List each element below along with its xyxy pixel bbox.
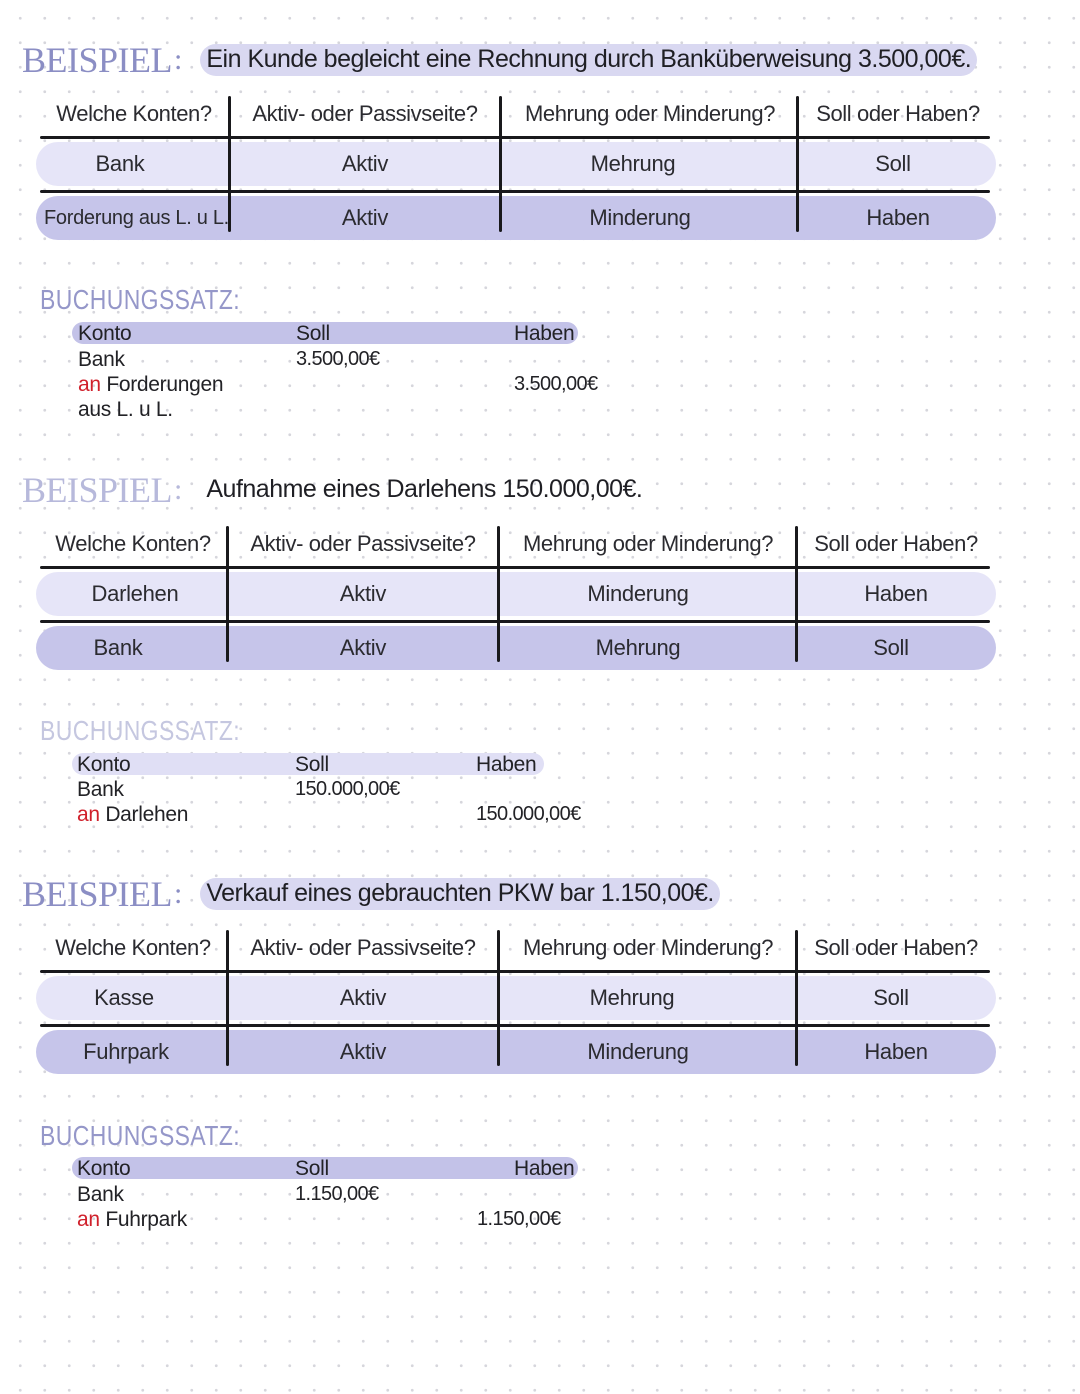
table-cell: Mehrung <box>589 985 675 1010</box>
analysis-table <box>40 928 996 1078</box>
soll-header: Soll <box>295 1157 329 1180</box>
table-cell: Minderung <box>589 205 691 230</box>
table-cell: Soll <box>873 635 909 660</box>
table-cell: Aktiv <box>339 985 387 1010</box>
table-cell: Mehrung <box>590 151 676 176</box>
soll-header: Soll <box>296 322 330 345</box>
table-cell: Aktiv <box>339 635 387 660</box>
credit-amount: 1.150,00€ <box>477 1208 561 1230</box>
beispiel-heading: BEISPIEL <box>22 470 173 510</box>
table-header: Mehrung oder Minderung? <box>522 935 774 960</box>
konto-header: Konto <box>77 1157 131 1180</box>
table-header: Soll oder Haben? <box>814 531 978 556</box>
analysis-table <box>40 94 996 244</box>
example-description: Verkauf eines gebrauchten PKW bar 1.150,00€. <box>200 878 720 911</box>
heading-colon: : <box>174 877 183 910</box>
beispiel-heading: BEISPIEL <box>22 40 173 80</box>
column-divider <box>796 96 799 232</box>
example-description: Aufnahme eines Darlehens 150.000,00€. <box>206 474 643 503</box>
credit-account-line <box>77 804 188 825</box>
table-divider <box>40 190 990 193</box>
table-cell: Forderung aus L. u L. <box>44 206 229 229</box>
debit-account: Bank <box>77 1183 124 1206</box>
table-cell: Bank <box>93 635 143 660</box>
table-header: Soll oder Haben? <box>816 101 980 126</box>
table-cell: Aktiv <box>339 581 387 606</box>
example-heading-line <box>22 470 648 510</box>
example-description: Ein Kunde begleicht eine Rechnung durch Banküberweisung 3.500,00€. <box>200 44 977 77</box>
buchungssatz-title: BUCHUNGSSATZ: <box>40 715 241 746</box>
table-header: Aktiv- oder Passivseite? <box>250 531 476 556</box>
table-cell: Aktiv <box>339 1039 387 1064</box>
credit-account: Forderungen <box>106 373 224 396</box>
analysis-table <box>40 524 996 674</box>
haben-header: Haben <box>514 1157 575 1180</box>
soll-header: Soll <box>295 753 329 776</box>
debit-account: Bank <box>77 778 124 801</box>
table-cell: Haben <box>864 1039 928 1064</box>
example-heading-line <box>22 40 977 80</box>
table-cell: Kasse <box>94 985 154 1010</box>
table-cell: Fuhrpark <box>83 1039 169 1064</box>
haben-header: Haben <box>476 753 537 776</box>
table-divider <box>40 970 990 973</box>
table-divider <box>40 136 990 139</box>
table-header: Mehrung oder Minderung? <box>524 101 776 126</box>
table-header: Welche Konten? <box>56 101 212 126</box>
table-divider <box>40 566 990 569</box>
debit-amount: 150.000,00€ <box>295 778 400 800</box>
buchungssatz-title: BUCHUNGSSATZ: <box>40 284 241 315</box>
an-keyword: an <box>78 373 101 396</box>
table-cell: Soll <box>875 151 911 176</box>
an-keyword: an <box>77 1208 100 1231</box>
debit-account: Bank <box>78 348 125 371</box>
table-cell: Soll <box>873 985 909 1010</box>
debit-amount: 3.500,00€ <box>296 348 380 370</box>
credit-account-line <box>78 374 223 395</box>
table-cell: Minderung <box>587 581 689 606</box>
table-header: Aktiv- oder Passivseite? <box>250 935 476 960</box>
table-cell: Haben <box>866 205 930 230</box>
table-divider <box>40 1024 990 1027</box>
konto-header: Konto <box>77 753 131 776</box>
table-header: Welche Konten? <box>55 935 211 960</box>
table-cell: Aktiv <box>341 205 389 230</box>
table-cell: Aktiv <box>341 151 389 176</box>
haben-header: Haben <box>514 322 575 345</box>
an-keyword: an <box>77 803 100 826</box>
table-cell: Darlehen <box>91 581 179 606</box>
beispiel-heading: BEISPIEL <box>22 874 173 914</box>
table-header: Soll oder Haben? <box>814 935 978 960</box>
example-heading-line <box>22 874 720 914</box>
credit-amount: 150.000,00€ <box>476 803 581 825</box>
table-cell: Haben <box>864 581 928 606</box>
credit-account-line <box>77 1209 187 1230</box>
table-divider <box>40 620 990 623</box>
debit-amount: 1.150,00€ <box>295 1183 379 1205</box>
table-cell: Mehrung <box>595 635 681 660</box>
table-header: Welche Konten? <box>55 531 211 556</box>
credit-account-continued: aus L. u L. <box>78 398 173 421</box>
table-cell: Bank <box>95 151 145 176</box>
heading-colon: : <box>174 473 183 506</box>
credit-amount: 3.500,00€ <box>514 373 598 395</box>
table-header: Aktiv- oder Passivseite? <box>252 101 478 126</box>
table-cell: Minderung <box>587 1039 689 1064</box>
credit-account: Darlehen <box>105 803 189 826</box>
buchungssatz-title: BUCHUNGSSATZ: <box>40 1120 241 1151</box>
credit-account: Fuhrpark <box>105 1208 187 1231</box>
table-header: Mehrung oder Minderung? <box>522 531 774 556</box>
konto-header: Konto <box>78 322 132 345</box>
heading-colon: : <box>174 43 183 76</box>
